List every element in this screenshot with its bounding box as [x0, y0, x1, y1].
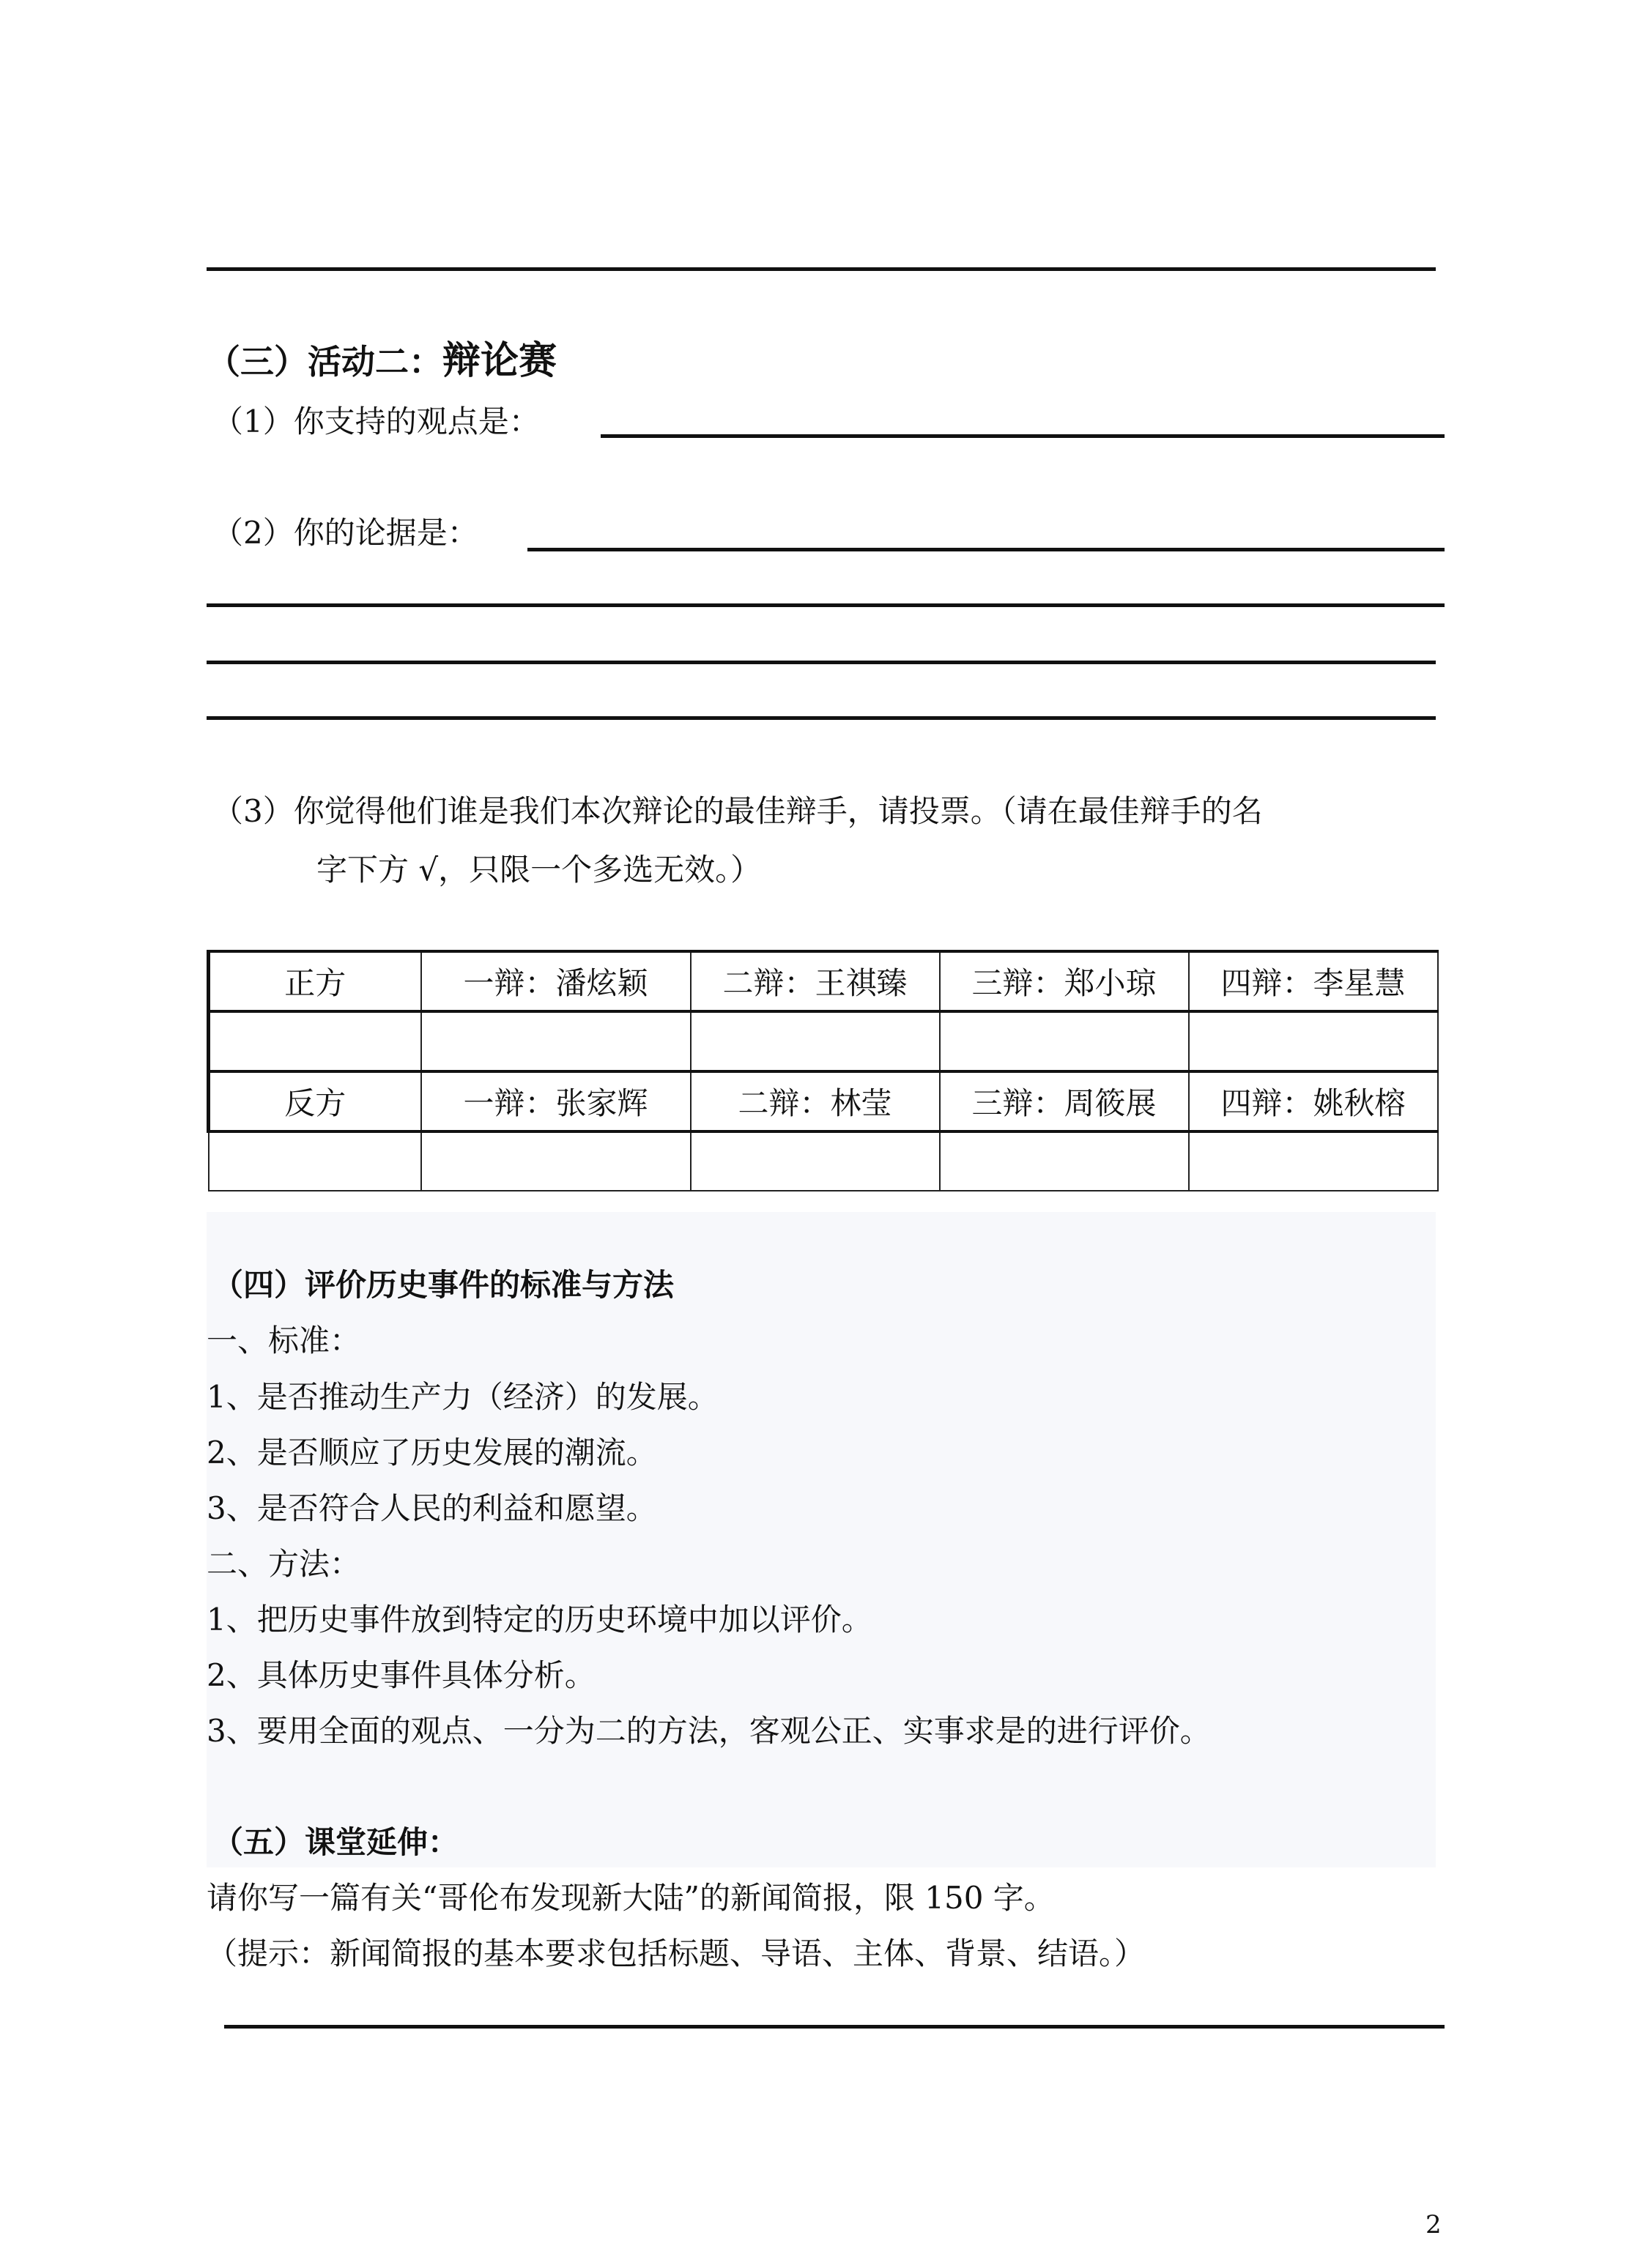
debater-name: 四辩：姚秋榕 [1189, 1071, 1438, 1131]
page-number: 2 [1425, 2210, 1442, 2239]
vote-cell[interactable] [421, 1011, 691, 1071]
standard-item: 3、是否符合人民的利益和愿望。 [207, 1490, 657, 1526]
method-item: 3、要用全面的观点、一分为二的方法，客观公正、实事求是的进行评价。 [207, 1713, 1211, 1749]
vote-cell[interactable] [209, 1131, 421, 1191]
side-label: 反方 [209, 1071, 421, 1131]
debater-name: 一辩：张家辉 [421, 1071, 691, 1131]
table-row [209, 951, 1438, 1011]
section5-task: 请你写一篇有关“哥伦布发现新大陆”的新闻简报，限 150 字。 [207, 1880, 1055, 1916]
vote-cell[interactable] [1189, 1131, 1438, 1191]
answer-line-q2[interactable] [527, 548, 1445, 551]
methods-title: 二、方法： [207, 1546, 361, 1582]
vote-table [207, 950, 1439, 1191]
answer-line-q2[interactable] [207, 603, 1445, 607]
table-row [209, 1071, 1438, 1131]
standard-item: 2、是否顺应了历史发展的潮流。 [207, 1435, 657, 1471]
method-item: 2、具体历史事件具体分析。 [207, 1657, 596, 1693]
vote-cell[interactable] [421, 1131, 691, 1191]
answer-line-q2[interactable] [207, 716, 1436, 720]
debater-name: 二辩：林莹 [691, 1071, 940, 1131]
answer-line[interactable] [207, 267, 1436, 271]
question-3-text: （3）你觉得他们谁是我们本次辩论的最佳辩手，请投票。（请在最佳辩手的名 [212, 793, 1263, 829]
vote-cell[interactable] [691, 1011, 940, 1071]
answer-line-section5[interactable] [224, 2025, 1445, 2029]
section5-hint: （提示：新闻简报的基本要求包括标题、导语、主体、背景、结语。） [207, 1936, 1146, 1971]
debater-name: 一辩：潘炫颖 [421, 951, 691, 1011]
answer-line-q2[interactable] [207, 661, 1436, 664]
debater-name: 三辩：郑小琼 [940, 951, 1189, 1011]
question-2-label: （2）你的论据是： [212, 515, 478, 551]
debater-name: 四辩：李星慧 [1189, 951, 1438, 1011]
content-shade [207, 1212, 1436, 1867]
question-3-text-cont: 字下方 √，只限一个多选无效。） [316, 852, 762, 888]
standard-item: 1、是否推动生产力（经济）的发展。 [207, 1379, 719, 1415]
vote-cell[interactable] [940, 1131, 1189, 1191]
vote-row [209, 1011, 1438, 1071]
section3-heading [207, 338, 557, 384]
section3-heading-prefix: （三）活动二： [207, 342, 442, 382]
vote-cell[interactable] [691, 1131, 940, 1191]
answer-line-q1[interactable] [601, 434, 1445, 438]
vote-row [209, 1131, 1438, 1191]
vote-cell[interactable] [940, 1011, 1189, 1071]
standards-title: 一、标准： [207, 1323, 361, 1358]
debater-name: 三辩：周筱展 [940, 1071, 1189, 1131]
vote-cell[interactable] [209, 1011, 421, 1071]
section5-heading: （五）课堂延伸： [212, 1824, 459, 1860]
question-1-label: （1）你支持的观点是： [212, 404, 540, 439]
vote-cell[interactable] [1189, 1011, 1438, 1071]
section3-heading-emph: 辩论赛 [442, 339, 557, 383]
section4-heading: （四）评价历史事件的标准与方法 [212, 1267, 675, 1303]
side-label: 正方 [209, 951, 421, 1011]
debater-name: 二辩：王祺臻 [691, 951, 940, 1011]
method-item: 1、把历史事件放到特定的历史环境中加以评价。 [207, 1602, 872, 1637]
